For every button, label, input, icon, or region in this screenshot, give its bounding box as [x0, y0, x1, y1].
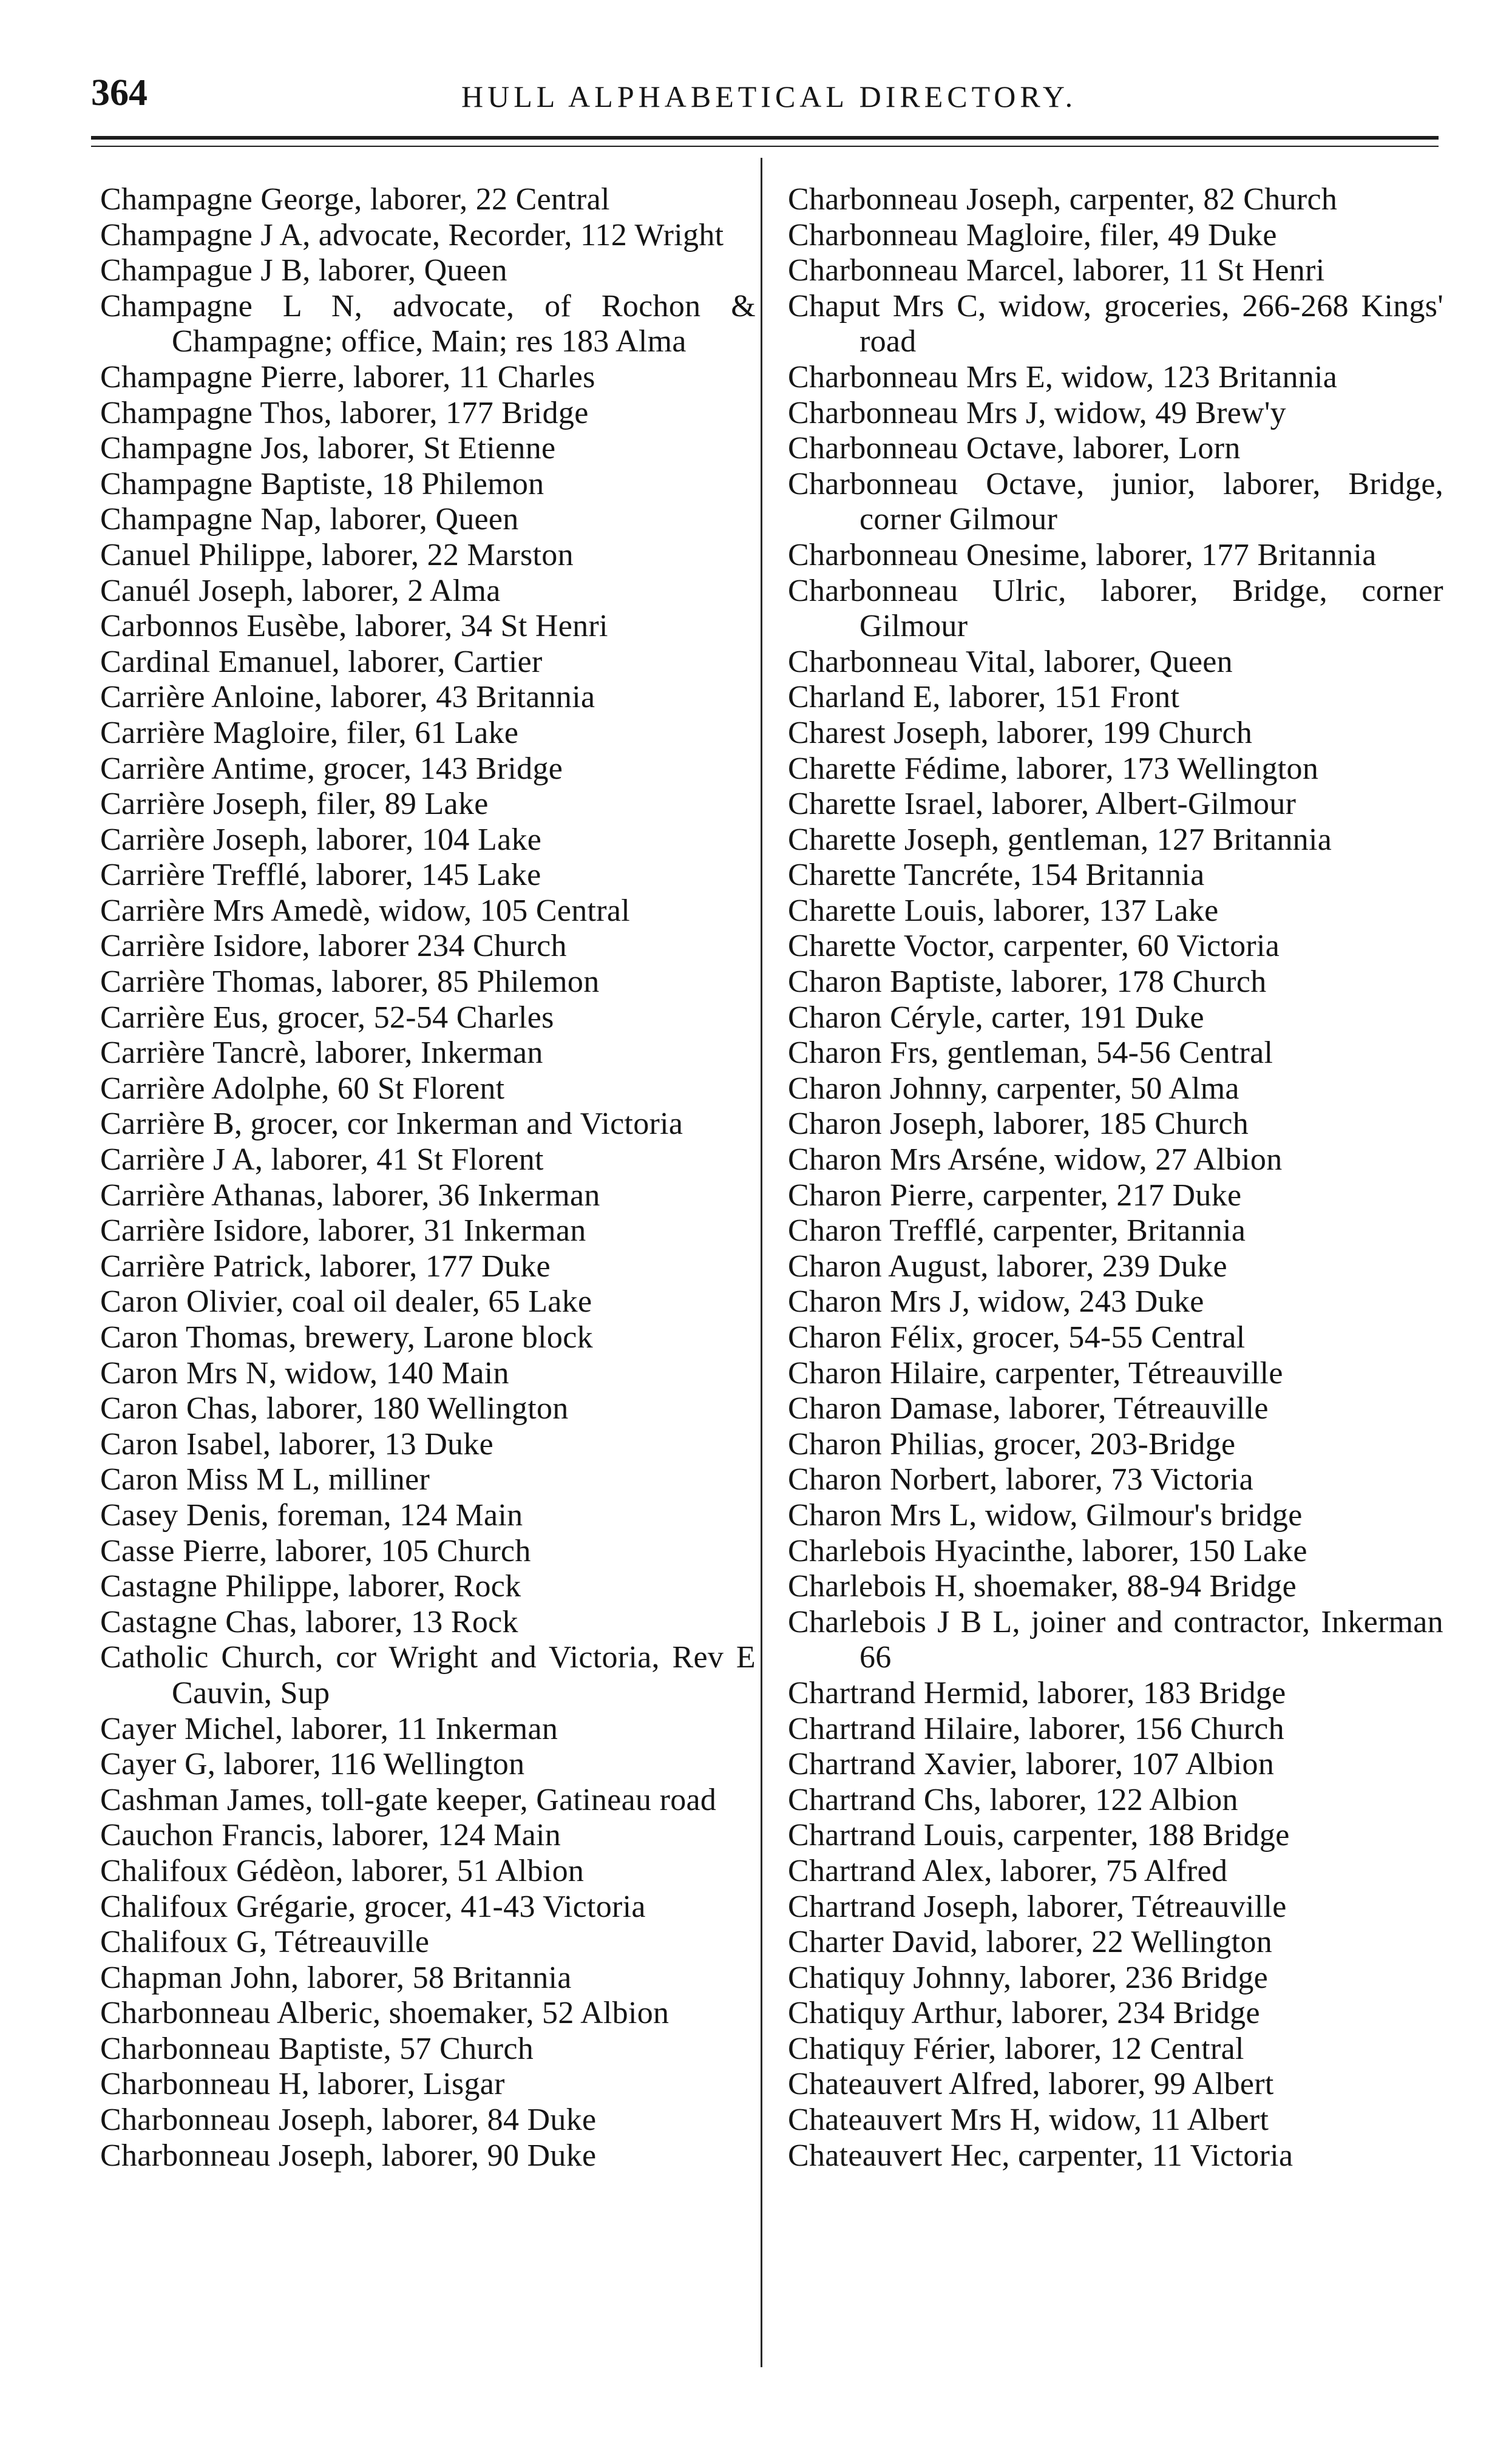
directory-entry: Charbonneau Alberic, shoemaker, 52 Albion	[100, 1996, 670, 2031]
directory-entry: Charbonneau Joseph, laborer, 84 Duke	[100, 2103, 597, 2138]
directory-entry: Chartrand Xavier, laborer, 107 Albion	[788, 1747, 1275, 1782]
directory-entry: Charbonneau Baptiste, 57 Church	[100, 2031, 534, 2066]
directory-entry: Cashman James, toll-gate keeper, Gatineau road	[100, 1782, 717, 1817]
directory-entry: Charbonneau H, laborer, Lisgar	[100, 2067, 505, 2102]
directory-entry: Charbonneau Octave, junior, laborer, Bridge, corner Gilmour	[788, 466, 1443, 537]
directory-entry: Chateauvert Alfred, laborer, 99 Albert	[788, 2067, 1274, 2102]
directory-entry: Charon Baptiste, laborer, 178 Church	[788, 964, 1267, 1000]
directory-entry: Canuel Philippe, laborer, 22 Marston	[100, 537, 574, 572]
directory-entry: Champagne J A, advocate, Recorder, 112 Wright	[100, 217, 724, 253]
directory-entry: Caron Chas, laborer, 180 Wellington	[100, 1391, 569, 1426]
header-rule-thick	[91, 136, 1439, 140]
directory-entry: Charon Pierre, carpenter, 217 Duke	[788, 1178, 1242, 1213]
directory-entry: Charland E, laborer, 151 Front	[788, 680, 1180, 715]
directory-entry: Charon Céryle, carter, 191 Duke	[788, 1000, 1204, 1035]
right-column	[788, 182, 1443, 2385]
directory-entry: Charon Hilaire, carpenter, Tétreauville	[788, 1355, 1283, 1391]
directory-entry: Charon Trefflé, carpenter, Britannia	[788, 1213, 1246, 1249]
directory-entry: Charlebois Hyacinthe, laborer, 150 Lake	[788, 1533, 1307, 1568]
directory-entry: Charon Mrs J, widow, 243 Duke	[788, 1284, 1204, 1320]
directory-entry: Carrière Athanas, laborer, 36 Inkerman	[100, 1178, 600, 1213]
directory-entry: Carrière Antime, grocer, 143 Bridge	[100, 751, 563, 786]
directory-entry: Carrière Trefflé, laborer, 145 Lake	[100, 858, 541, 893]
directory-entry: Champagne George, laborer, 22 Central	[100, 182, 610, 217]
directory-entry: Charbonneau Onesime, laborer, 177 Britannia	[788, 537, 1377, 572]
directory-entry: Charest Joseph, laborer, 199 Church	[788, 715, 1253, 750]
directory-entry: Charette Israel, laborer, Albert-Gilmour	[788, 787, 1297, 822]
directory-entry: Charette Tancréte, 154 Britannia	[788, 858, 1205, 893]
directory-entry: Chartrand Hermid, laborer, 183 Bridge	[788, 1675, 1286, 1710]
directory-entry: Charon Mrs L, widow, Gilmour's bridge	[788, 1497, 1303, 1533]
directory-entry: Champagne L N, advocate, of Rochon & Champagne; office, Main; res 183 Alma	[100, 288, 756, 359]
directory-entry: Carrière J A, laborer, 41 St Florent	[100, 1142, 544, 1178]
directory-entry: Carrière Isidore, laborer 234 Church	[100, 929, 567, 964]
directory-entry: Charette Joseph, gentleman, 127 Britannia	[788, 822, 1332, 857]
directory-entry: Chapman John, laborer, 58 Britannia	[100, 1960, 572, 1995]
directory-entry: Charon Mrs Arséne, widow, 27 Albion	[788, 1142, 1283, 1178]
directory-entry: Cayer Michel, laborer, 11 Inkerman	[100, 1711, 558, 1746]
directory-entry: Charbonneau Mrs E, widow, 123 Britannia	[788, 359, 1338, 395]
directory-entry: Caron Thomas, brewery, Larone block	[100, 1320, 593, 1355]
directory-entry: Charbonneau Vital, laborer, Queen	[788, 644, 1233, 679]
directory-entry: Charon Johnny, carpenter, 50 Alma	[788, 1071, 1239, 1106]
directory-entry: Cardinal Emanuel, laborer, Cartier	[100, 644, 543, 679]
directory-entry: Charbonneau Joseph, laborer, 90 Duke	[100, 2138, 597, 2173]
directory-entry: Cayer G, laborer, 116 Wellington	[100, 1747, 525, 1782]
directory-entry: Chalifoux Grégarie, grocer, 41-43 Victoria	[100, 1889, 646, 1924]
directory-entry: Casse Pierre, laborer, 105 Church	[100, 1533, 531, 1568]
directory-entry: Charette Louis, laborer, 137 Lake	[788, 893, 1219, 928]
directory-entry: Charbonneau Marcel, laborer, 11 St Henri	[788, 253, 1325, 288]
directory-entry: Chartrand Joseph, laborer, Tétreauville	[788, 1889, 1287, 1924]
directory-entry: Charbonneau Magloire, filer, 49 Duke	[788, 217, 1277, 253]
directory-entry: Charette Voctor, carpenter, 60 Victoria	[788, 929, 1280, 964]
running-title: HULL ALPHABETICAL DIRECTORY.	[461, 80, 1077, 114]
directory-entry: Casey Denis, foreman, 124 Main	[100, 1497, 523, 1533]
directory-entry: Caron Olivier, coal oil dealer, 65 Lake	[100, 1284, 592, 1320]
directory-entry: Champagne Nap, laborer, Queen	[100, 502, 519, 537]
directory-entry: Carrière Thomas, laborer, 85 Philemon	[100, 964, 600, 1000]
directory-entry: Carrière Magloire, filer, 61 Lake	[100, 715, 519, 750]
directory-entry: Caron Mrs N, widow, 140 Main	[100, 1355, 509, 1391]
directory-entry: Chalifoux G, Tétreauville	[100, 1925, 430, 1960]
directory-entry: Champague J B, laborer, Queen	[100, 253, 507, 288]
page-number: 364	[91, 72, 147, 114]
column-divider	[761, 158, 762, 2367]
directory-entry: Cauchon Francis, laborer, 124 Main	[100, 1818, 561, 1853]
directory-entry: Charbonneau Ulric, laborer, Bridge, corner Gilmour	[788, 573, 1443, 644]
directory-entry: Carrière Eus, grocer, 52-54 Charles	[100, 1000, 554, 1035]
directory-entry: Chatiquy Johnny, laborer, 236 Bridge	[788, 1960, 1269, 1995]
directory-entry: Castagne Philippe, laborer, Rock	[100, 1569, 521, 1604]
directory-entry: Charon Damase, laborer, Tétreauville	[788, 1391, 1269, 1426]
directory-entry: Chateauvert Mrs H, widow, 11 Albert	[788, 2103, 1269, 2138]
left-column	[100, 182, 756, 2385]
directory-entry: Carrière B, grocer, cor Inkerman and Victoria	[100, 1107, 683, 1142]
header-rule-thin	[91, 146, 1439, 147]
directory-entry: Charbonneau Joseph, carpenter, 82 Church	[788, 182, 1338, 217]
directory-entry: Carrière Joseph, laborer, 104 Lake	[100, 822, 542, 857]
directory-entry: Charon August, laborer, 239 Duke	[788, 1249, 1227, 1284]
directory-entry: Carbonnos Eusèbe, laborer, 34 St Henri	[100, 609, 608, 644]
directory-entry: Champagne Baptiste, 18 Philemon	[100, 466, 544, 501]
directory-entry: Champagne Thos, laborer, 177 Bridge	[100, 395, 589, 430]
directory-entry: Charter David, laborer, 22 Wellington	[788, 1925, 1273, 1960]
directory-entry: Charlebois J B L, joiner and contractor, Inkerman 66	[788, 1604, 1443, 1675]
directory-entry: Charbonneau Mrs J, widow, 49 Brew'y	[788, 395, 1286, 430]
directory-entry: Charon Félix, grocer, 54-55 Central	[788, 1320, 1246, 1355]
directory-entry: Caron Miss M L, milliner	[100, 1462, 430, 1497]
directory-entry: Chatiquy Férier, laborer, 12 Central	[788, 2031, 1244, 2066]
directory-entry: Champagne Jos, laborer, St Etienne	[100, 431, 556, 466]
directory-entry: Charbonneau Octave, laborer, Lorn	[788, 431, 1241, 466]
directory-entry: Carrière Mrs Amedè, widow, 105 Central	[100, 893, 631, 928]
directory-entry: Carrière Isidore, laborer, 31 Inkerman	[100, 1213, 586, 1249]
directory-entry: Charon Frs, gentleman, 54-56 Central	[788, 1035, 1273, 1071]
directory-entry: Chalifoux Gédèon, laborer, 51 Albion	[100, 1853, 585, 1888]
directory-entry: Charlebois H, shoemaker, 88-94 Bridge	[788, 1569, 1297, 1604]
directory-entry: Caron Isabel, laborer, 13 Duke	[100, 1426, 494, 1462]
directory-entry: Carrière Adolphe, 60 St Florent	[100, 1071, 505, 1106]
directory-entry: Chatiquy Arthur, laborer, 234 Bridge	[788, 1996, 1260, 2031]
directory-entry: Carrière Joseph, filer, 89 Lake	[100, 787, 489, 822]
directory-entry: Charon Philias, grocer, 203-Bridge	[788, 1426, 1236, 1462]
directory-entry: Canuél Joseph, laborer, 2 Alma	[100, 573, 501, 608]
directory-entry: Charon Joseph, laborer, 185 Church	[788, 1107, 1249, 1142]
directory-entry: Chartrand Louis, carpenter, 188 Bridge	[788, 1818, 1290, 1853]
page-header	[91, 72, 1439, 120]
directory-entry: Champagne Pierre, laborer, 11 Charles	[100, 359, 595, 395]
directory-entry: Charette Fédime, laborer, 173 Wellington	[788, 751, 1319, 786]
directory-entry: Carrière Tancrè, laborer, Inkerman	[100, 1035, 543, 1071]
directory-entry: Carrière Anloine, laborer, 43 Britannia	[100, 680, 595, 715]
directory-entry: Chartrand Hilaire, laborer, 156 Church	[788, 1711, 1284, 1746]
directory-entry: Catholic Church, cor Wright and Victoria, Rev E Cauvin, Sup	[100, 1640, 756, 1710]
directory-entry: Chateauvert Hec, carpenter, 11 Victoria	[788, 2138, 1293, 2173]
directory-entry: Castagne Chas, laborer, 13 Rock	[100, 1604, 518, 1639]
directory-entry: Carrière Patrick, laborer, 177 Duke	[100, 1249, 551, 1284]
directory-entry: Chartrand Alex, laborer, 75 Alfred	[788, 1853, 1228, 1888]
directory-entry: Chaput Mrs C, widow, groceries, 266-268 Kings' road	[788, 288, 1443, 359]
directory-entry: Charon Norbert, laborer, 73 Victoria	[788, 1462, 1254, 1497]
directory-entry: Chartrand Chs, laborer, 122 Albion	[788, 1782, 1238, 1817]
